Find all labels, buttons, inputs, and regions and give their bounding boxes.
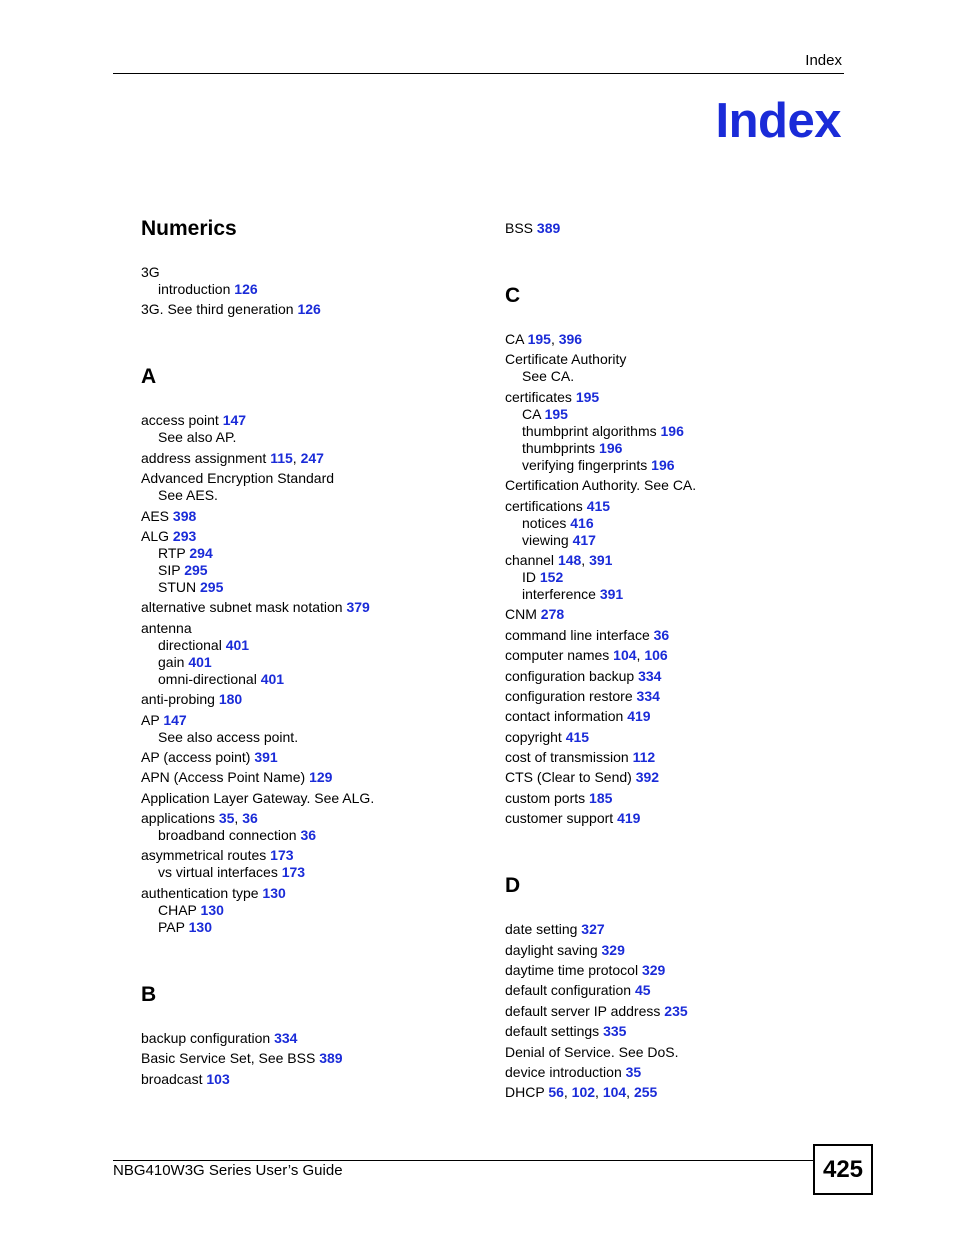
page-number-box (813, 1144, 873, 1195)
entry-term: 3G. See third generation (141, 301, 294, 318)
index-subentry (141, 562, 481, 579)
entry-term: computer names (505, 647, 610, 664)
entry-term: Certificate Authority (505, 351, 627, 368)
page-link[interactable]: 148 (557, 551, 582, 568)
index-subentry (505, 368, 845, 385)
subentry-term: See AES. (158, 487, 218, 504)
index-entry-block (141, 691, 481, 708)
index-subentry (505, 423, 845, 440)
entry-term: daylight saving (505, 941, 598, 958)
page-link[interactable]: 196 (651, 456, 675, 473)
index-entry-block (505, 351, 845, 385)
page-link[interactable]: 389 (536, 220, 561, 236)
section-heading: Numerics (141, 217, 237, 240)
index-entry (505, 1064, 845, 1081)
index-entry (505, 220, 845, 237)
entry-term: certifications (505, 497, 583, 514)
subentry-term: interference (522, 585, 596, 602)
subentry-term: gain (158, 653, 185, 670)
index-entry-block (141, 749, 481, 766)
index-entry (505, 606, 845, 623)
index-entry-block (505, 982, 845, 999)
page-link[interactable]: 415 (565, 728, 590, 745)
page-link[interactable]: 391 (589, 551, 613, 568)
index-entry-block (141, 450, 481, 467)
page-link[interactable]: 327 (581, 921, 605, 938)
index-entry-block (505, 1023, 845, 1040)
subentry-term: introduction (158, 281, 231, 297)
index-entry-block (505, 647, 845, 664)
index-entry-block (505, 729, 845, 746)
entry-term: ALG (141, 527, 170, 544)
subentry-term: directional (158, 636, 222, 653)
subentry-term: broadband connection (158, 827, 297, 844)
page-link[interactable]: 147 (163, 711, 187, 728)
page-link[interactable]: 130 (262, 884, 286, 901)
entry-term: access point (141, 412, 219, 429)
page-link[interactable]: 180 (218, 691, 243, 708)
index-entry-block (141, 712, 481, 746)
index-column-right (505, 220, 845, 1101)
index-entry-block (505, 220, 845, 237)
entry-term: channel (505, 551, 555, 568)
index-entry (505, 389, 845, 406)
index-entry (505, 351, 845, 368)
index-subentry (505, 569, 845, 586)
index-entry (141, 301, 481, 318)
page-link[interactable]: 185 (589, 789, 613, 806)
index-subentry (141, 579, 481, 596)
index-column-left (141, 218, 481, 1088)
index-subentry (141, 487, 481, 504)
index-entry (141, 790, 481, 807)
page-link[interactable]: 126 (234, 281, 258, 297)
entry-term: Advanced Encryption Standard (141, 470, 335, 487)
subentry-term: vs virtual interfaces (158, 864, 278, 881)
subentry-term: verifying fingerprints (522, 456, 648, 473)
page-link[interactable]: 391 (254, 748, 278, 765)
page-link[interactable]: 389 (319, 1050, 343, 1067)
index-subentry (141, 654, 481, 671)
subentry-term: SIP (158, 561, 181, 578)
index-entry-block (141, 810, 481, 844)
section-heading: C (505, 284, 521, 307)
index-entry (505, 769, 845, 786)
entry-term: DHCP (505, 1084, 545, 1101)
page-link[interactable]: 391 (599, 585, 624, 602)
index-entry: computer names 104, 106 (505, 647, 668, 664)
index-entry-block (505, 389, 845, 474)
index-entry-block (505, 810, 845, 827)
index-entry (141, 691, 481, 708)
subentry-term: ID (522, 568, 536, 585)
page-number: 425 (822, 1155, 864, 1183)
index-entry-block (141, 885, 481, 936)
page-link[interactable]: 173 (281, 864, 306, 881)
section-heading: B (141, 982, 157, 1006)
page-link[interactable]: 56 (548, 1084, 564, 1101)
index-entry (141, 508, 481, 525)
page-link[interactable]: 106 (644, 647, 668, 664)
page-link[interactable]: 104 (613, 647, 637, 664)
index-entry (505, 627, 845, 644)
header-section-label: Index (805, 52, 842, 69)
entry-term: authentication type (141, 884, 259, 901)
page-link[interactable]: 112 (632, 749, 656, 766)
entry-term: custom ports (505, 789, 586, 806)
entry-term: Denial of Service. See DoS. (505, 1043, 679, 1060)
index-entry-block (505, 668, 845, 685)
page-link[interactable]: 102 (571, 1084, 596, 1101)
page-link[interactable]: 419 (617, 810, 641, 827)
entry-term: configuration backup (505, 667, 635, 684)
index-entry-block (505, 942, 845, 959)
page-link[interactable]: 129 (309, 769, 333, 786)
entry-term: configuration restore (505, 687, 633, 704)
index-entry (141, 1050, 481, 1067)
index-subentry (505, 532, 845, 549)
index-entry (141, 712, 481, 729)
page-link[interactable]: 295 (200, 578, 224, 595)
page-link[interactable]: 195 (527, 331, 551, 347)
entry-term: Certification Authority. See CA. (505, 477, 697, 494)
page-link[interactable]: 195 (575, 388, 600, 405)
page-link[interactable]: 247 (300, 449, 324, 466)
index-entry (505, 962, 845, 979)
index-entry (141, 599, 481, 616)
entry-term: Basic Service Set, See BSS (141, 1050, 316, 1067)
index-entry (505, 498, 845, 515)
page-link[interactable]: 415 (586, 497, 611, 514)
entry-term: CTS (Clear to Send) (505, 769, 632, 786)
entry-term: date setting (505, 921, 578, 938)
index-entry (505, 749, 845, 766)
index-entry (505, 921, 845, 938)
entry-term: AES (141, 507, 170, 524)
index-subentry (505, 457, 845, 474)
page-link[interactable]: 126 (297, 301, 321, 318)
index-subentry (505, 406, 845, 423)
entry-term: 3G (141, 264, 160, 280)
index-entry-block (141, 847, 481, 881)
index-entry-block (141, 1050, 481, 1067)
index-subentry (505, 586, 845, 603)
page-link[interactable]: 329 (641, 962, 666, 979)
entry-term: command line interface (505, 626, 650, 643)
entry-term: customer support (505, 810, 614, 827)
index-subentry (141, 671, 481, 688)
index-entry-block (505, 477, 845, 494)
index-subentry (505, 515, 845, 532)
index-entry (505, 810, 845, 827)
page-link[interactable]: 335 (603, 1023, 627, 1040)
guide-title: NBG410W3G Series User’s Guide (113, 1162, 343, 1179)
index-entry-block (141, 1030, 481, 1047)
entry-term: address assignment (141, 449, 267, 466)
page-link[interactable]: 36 (242, 810, 258, 827)
page-link[interactable]: 417 (572, 531, 596, 548)
subentry-term: CA (522, 405, 541, 422)
index-entry-block (505, 790, 845, 807)
subentry-term: RTP (158, 544, 186, 561)
entry-term: default server IP address (505, 1002, 661, 1019)
subentry-term: See also AP. (158, 429, 237, 446)
header-rule (113, 73, 844, 74)
index-entry-block (505, 962, 845, 979)
index-entry-block (505, 749, 845, 766)
index-entry (141, 412, 481, 429)
index-entry-block (141, 769, 481, 786)
entry-term: CA (505, 331, 524, 347)
index-entry (141, 1071, 481, 1088)
page-link[interactable]: 401 (188, 653, 212, 670)
index-entry-block (505, 688, 845, 705)
index-entry (141, 885, 481, 902)
entry-term: asymmetrical routes (141, 847, 267, 864)
entry-term: certificates (505, 388, 572, 405)
index-entry (505, 1044, 845, 1061)
index-entry-block (505, 331, 845, 348)
entry-term: APN (Access Point Name) (141, 769, 306, 786)
index-entry: applications 35, 36 (141, 810, 258, 827)
index-entry (505, 1023, 845, 1040)
page-link[interactable]: 103 (206, 1070, 230, 1087)
page-link[interactable]: 278 (540, 606, 565, 623)
index-entry (505, 790, 845, 807)
index-entry (141, 1030, 481, 1047)
page-link[interactable]: 334 (636, 687, 660, 704)
index-entry-block (505, 606, 845, 623)
page-link[interactable]: 130 (200, 901, 224, 918)
entry-term: CNM (505, 606, 537, 623)
index-entry-block (141, 264, 481, 298)
entry-term: AP (141, 711, 160, 728)
index-entry (141, 847, 481, 864)
index-entry (505, 477, 845, 494)
page-link[interactable]: 396 (558, 331, 583, 347)
index-entry-block (141, 620, 481, 688)
page-title: Index (715, 94, 841, 148)
entry-term: broadcast (141, 1070, 203, 1087)
index-entry (505, 708, 845, 725)
index-entry-block (505, 921, 845, 938)
page-link[interactable]: 36 (300, 827, 317, 844)
page-link[interactable]: 152 (539, 568, 564, 585)
index-entry-block (141, 412, 481, 446)
index-entry (141, 769, 481, 786)
index-section (505, 285, 845, 827)
index-entry: channel 148, 391 (505, 551, 613, 568)
page-link[interactable]: 401 (225, 636, 250, 653)
index-entry (141, 749, 481, 766)
index-subentry (141, 729, 481, 746)
index-entry-block (141, 790, 481, 807)
page-link[interactable]: 294 (189, 544, 213, 561)
index-subentry (141, 827, 481, 844)
page-link[interactable]: 416 (570, 514, 594, 531)
entry-term: contact information (505, 708, 624, 725)
index-entry-block (141, 470, 481, 504)
page-link[interactable]: 401 (260, 670, 285, 687)
index-entry-block (505, 627, 845, 644)
index-subentry (141, 864, 481, 881)
page-link[interactable]: 235 (664, 1002, 688, 1019)
entry-term: copyright (505, 728, 562, 745)
index-subentry (141, 637, 481, 654)
page-link[interactable]: 35 (625, 1063, 642, 1080)
index-entry (141, 470, 481, 487)
page-link[interactable]: 130 (188, 918, 212, 935)
page-link[interactable]: 379 (346, 599, 370, 616)
index-section (505, 220, 845, 237)
index-entry (505, 729, 845, 746)
subentry-term: thumbprint algorithms (522, 422, 657, 439)
index-entry: address assignment 115, 247 (141, 449, 324, 466)
page-link[interactable]: 35 (218, 810, 235, 827)
entry-term: applications (141, 810, 215, 827)
page-link[interactable]: 392 (635, 769, 660, 786)
page-link[interactable]: 173 (270, 847, 294, 864)
index-subentry (141, 919, 481, 936)
index-subentry (141, 281, 481, 298)
index-entry-block (505, 498, 845, 549)
entry-term: anti-probing (141, 691, 215, 708)
index-entry-block (505, 1044, 845, 1061)
page-link[interactable]: 195 (544, 405, 568, 422)
page-link[interactable]: 196 (660, 422, 684, 439)
index-entry (505, 982, 845, 999)
entry-term: device introduction (505, 1063, 622, 1080)
index-entry: DHCP 56, 102, 104, 255 (505, 1084, 658, 1101)
entry-term: cost of transmission (505, 749, 629, 766)
index-entry (505, 942, 845, 959)
index-entry-block (141, 508, 481, 525)
index-entry (505, 1003, 845, 1020)
entry-term: default settings (505, 1023, 600, 1040)
page-link[interactable]: 36 (653, 626, 670, 643)
index-section (141, 984, 481, 1088)
page-link[interactable]: 45 (634, 982, 651, 999)
index-entry-block (141, 1071, 481, 1088)
page-link[interactable]: 293 (172, 527, 197, 544)
page-link[interactable]: 329 (601, 941, 625, 958)
page-link[interactable]: 334 (638, 667, 662, 684)
entry-term: Application Layer Gateway. See ALG. (141, 789, 375, 806)
subentry-term: PAP (158, 918, 185, 935)
subentry-term: See CA. (522, 368, 575, 385)
index-entry-block (505, 1084, 845, 1101)
subentry-term: notices (522, 514, 567, 531)
index-subentry (141, 902, 481, 919)
index-section (141, 366, 481, 935)
subentry-term: viewing (522, 531, 569, 548)
subentry-term: omni-directional (158, 670, 257, 687)
entry-term: default configuration (505, 982, 632, 999)
subentry-term: STUN (158, 578, 197, 595)
footer-rule (113, 1160, 814, 1161)
page-link[interactable]: 147 (222, 412, 247, 429)
entry-term: backup configuration (141, 1029, 271, 1046)
section-heading: D (505, 874, 521, 898)
subentry-term: CHAP (158, 901, 197, 918)
page-link[interactable]: 334 (274, 1029, 298, 1046)
index-subentry (505, 440, 845, 457)
section-heading: A (141, 365, 157, 389)
index-entry-block (505, 1064, 845, 1081)
entry-term: AP (access point) (141, 748, 251, 765)
page-link[interactable]: 196 (599, 439, 623, 456)
index-entry (505, 688, 845, 705)
index-entry (141, 528, 481, 545)
index-section (505, 875, 845, 1101)
page-link[interactable]: 295 (184, 561, 208, 578)
index-entry-block (505, 708, 845, 725)
index-entry-block (505, 769, 845, 786)
entry-term: antenna (141, 619, 192, 636)
index-section (141, 218, 481, 318)
page-link[interactable]: 419 (627, 708, 651, 725)
entry-term: daytime time protocol (505, 962, 639, 979)
entry-term: alternative subnet mask notation (141, 599, 343, 616)
page-link[interactable]: 104 (602, 1084, 627, 1101)
index-entry-block (141, 599, 481, 616)
entry-term: BSS (505, 220, 534, 236)
index-entry-block (141, 301, 481, 318)
index-entry (505, 668, 845, 685)
index-subentry (141, 545, 481, 562)
index-entry-block (141, 528, 481, 596)
index-entry-block (505, 1003, 845, 1020)
page-link[interactable]: 398 (172, 507, 197, 524)
index-entry (141, 620, 481, 637)
subentry-term: See also access point. (158, 728, 299, 745)
index-entry-block (505, 552, 845, 603)
page-link[interactable]: 115 (270, 449, 293, 466)
index-entry (141, 264, 481, 281)
index-subentry (141, 429, 481, 446)
page-link[interactable]: 255 (633, 1084, 658, 1101)
index-entry: CA 195, 396 (505, 331, 583, 347)
subentry-term: thumbprints (522, 439, 596, 456)
